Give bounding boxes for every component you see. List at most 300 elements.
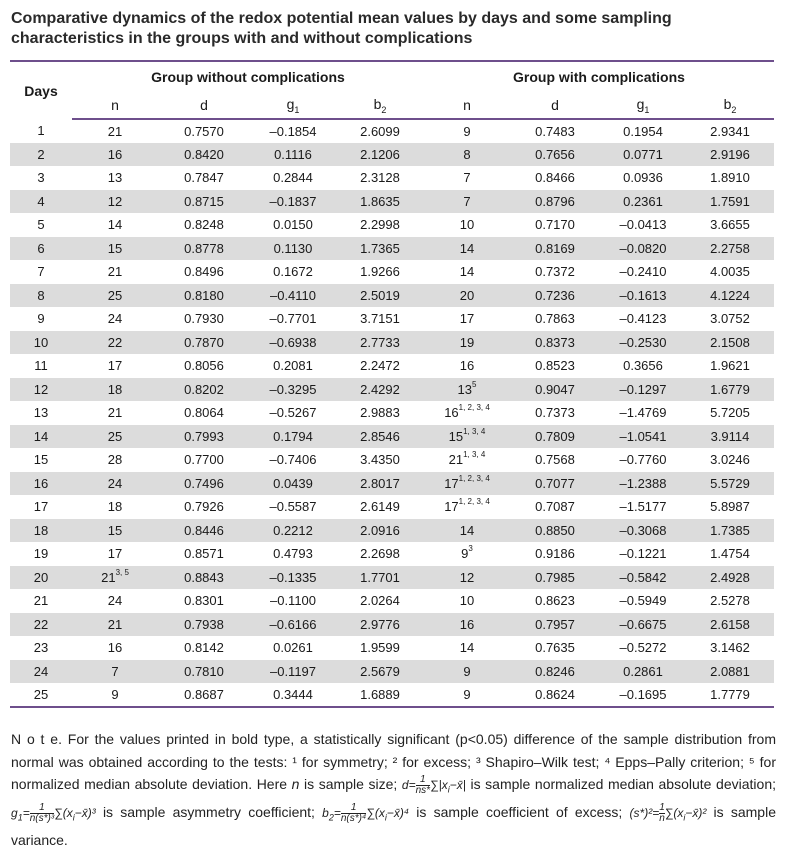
cell-value: 0.8373: [535, 334, 575, 350]
cell-value: 7: [111, 663, 119, 679]
cell-value: 0.7570: [184, 123, 224, 139]
cell-b2: [686, 542, 774, 566]
formula-g: $g_1=$ $\frac{1}{\text{n(s*)³}}$ $\sum(x_i-x̄)^3$: [11, 802, 96, 825]
cell-day: [10, 425, 72, 449]
cell-value: 0.0771: [623, 146, 663, 162]
cell-n2: [424, 237, 510, 261]
cell-value: 19: [33, 546, 49, 562]
cell-b1: [336, 613, 424, 637]
cell-b1: [336, 284, 424, 308]
cell-value: 0.7483: [535, 123, 575, 139]
table-row: [10, 660, 774, 684]
cell-b1: [336, 354, 424, 378]
cell-g1: [250, 613, 336, 637]
cell-value: 2.9776: [360, 616, 400, 632]
cell-n2: [424, 378, 510, 402]
cell-value: 0.7656: [535, 146, 575, 162]
cell-value: 20: [33, 569, 49, 585]
cell-value: –0.5842: [619, 569, 667, 585]
cell-b2: [686, 307, 774, 331]
cell-value: 3.0752: [710, 311, 750, 327]
cell-b2: [686, 119, 774, 143]
cell-value: 2.4292: [360, 381, 400, 397]
cell-value: 7: [463, 193, 471, 209]
cell-n1: [72, 190, 158, 214]
cell-n1: [72, 307, 158, 331]
col-d1: d: [158, 92, 250, 119]
cell-value: 3: [37, 170, 45, 186]
cell-b2: [686, 213, 774, 237]
cell-value: 25: [33, 686, 49, 702]
table-row: [10, 284, 774, 308]
cell-value: 11: [34, 358, 48, 374]
cell-value: 25: [107, 287, 123, 303]
cell-g1: [250, 190, 336, 214]
cell-value: 0.7938: [184, 616, 224, 632]
cell-d1: [158, 284, 250, 308]
cell-n1: [72, 683, 158, 707]
cell-value: 0.1794: [273, 428, 313, 444]
cell-value: –0.2530: [619, 334, 667, 350]
cell-value: 12: [33, 381, 49, 397]
cell-b2: [686, 331, 774, 355]
cell-value: –0.3295: [269, 381, 317, 397]
cell-value: 0.7809: [535, 428, 575, 444]
cell-value: –0.3068: [619, 522, 667, 538]
header-row-groups: [10, 61, 774, 92]
cell-d2: [510, 589, 600, 613]
col-g1-label: g: [286, 95, 295, 112]
cell-value: –0.6675: [619, 616, 667, 632]
cell-g1: [250, 519, 336, 543]
cell-n1: [72, 636, 158, 660]
cell-value: 0.8248: [184, 217, 224, 233]
cell-day: [10, 378, 72, 402]
table-row: [10, 260, 774, 284]
cell-b1: [336, 683, 424, 707]
cell-n2: [424, 119, 510, 143]
cell-value: 0.7930: [184, 311, 224, 327]
cell-value: 0.0439: [273, 475, 313, 491]
cell-value: 2.8017: [360, 475, 400, 491]
cell-value: 2.4928: [710, 569, 750, 585]
cell-g1: [250, 589, 336, 613]
cell-b2: [686, 566, 774, 590]
cell-value: –0.7701: [269, 311, 317, 327]
table-body: [10, 119, 774, 707]
cell-b1: [336, 143, 424, 167]
cell-value: 16: [444, 405, 459, 421]
cell-value: 2.0916: [360, 522, 400, 538]
cell-value: 25: [107, 428, 123, 444]
cell-g2: [600, 495, 686, 519]
cell-n1: [72, 401, 158, 425]
cell-value: 0.0261: [273, 640, 313, 656]
cell-value: 0.2844: [273, 170, 313, 186]
cell-day: [10, 307, 72, 331]
cell-b1: [336, 660, 424, 684]
cell-g2: [600, 354, 686, 378]
cell-g1: [250, 636, 336, 660]
cell-value: 28: [107, 452, 123, 468]
cell-value: 0.7847: [184, 170, 224, 186]
cell-day: [10, 566, 72, 590]
cell-b1: [336, 495, 424, 519]
cell-g1: [250, 683, 336, 707]
cell-d1: [158, 331, 250, 355]
cell-n2: [424, 425, 510, 449]
cell-value: 0.3656: [623, 358, 663, 374]
col-g2: $g_1$: [600, 92, 686, 119]
cell-d2: [510, 448, 600, 472]
cell-value: 0.7568: [535, 452, 575, 468]
cell-b2: [686, 260, 774, 284]
cell-value: 2.0264: [360, 593, 400, 609]
cell-b2: [686, 378, 774, 402]
cell-n2: [424, 495, 510, 519]
cell-n2: [424, 472, 510, 496]
cell-value: 0.4793: [273, 546, 313, 562]
cell-g1: [250, 354, 336, 378]
cell-b2: [686, 613, 774, 637]
cell-value: 2.9196: [710, 146, 750, 162]
cell-value: –0.0820: [619, 240, 667, 256]
cell-value: 22: [107, 334, 123, 350]
cell-value: 0.3444: [273, 686, 313, 702]
cell-g1: [250, 425, 336, 449]
cell-g1: [250, 143, 336, 167]
cell-value: 0.7077: [535, 475, 575, 491]
cell-value: 16: [107, 146, 123, 162]
cell-g2: [600, 519, 686, 543]
cell-b1: [336, 472, 424, 496]
cell-value: 2.1508: [710, 334, 750, 350]
cell-value: 1: [37, 123, 45, 139]
cell-d1: [158, 683, 250, 707]
cell-value: 0.8624: [535, 686, 575, 702]
cell-g2: [600, 260, 686, 284]
cell-d1: [158, 354, 250, 378]
cell-n2: [424, 284, 510, 308]
cell-d2: [510, 683, 600, 707]
cell-value: 0.7635: [535, 640, 575, 656]
cell-n2: [424, 213, 510, 237]
cell-n1: [72, 378, 158, 402]
cell-value: 13: [33, 405, 49, 421]
cell-value: 14: [107, 217, 123, 233]
formula-d: d= $\frac{1}{ns*}$ $\sum|x_i-x̄|$: [401, 774, 466, 797]
cell-b2: [686, 519, 774, 543]
cell-value: 5.8987: [710, 499, 750, 515]
table-row: [10, 448, 774, 472]
cell-n2: [424, 448, 510, 472]
cell-value: 0.7170: [535, 217, 575, 233]
cell-d2: [510, 143, 600, 167]
cell-value: 0.8246: [535, 663, 575, 679]
table-row: [10, 636, 774, 660]
table-row: [10, 683, 774, 707]
note-n: n: [291, 776, 300, 792]
cell-day: [10, 213, 72, 237]
cell-b1: [336, 425, 424, 449]
cell-n1: [72, 448, 158, 472]
cell-d1: [158, 472, 250, 496]
cell-b2: [686, 190, 774, 214]
cell-day: [10, 448, 72, 472]
cell-d2: [510, 495, 600, 519]
formula-s: (s*)²= $\frac{1}{n}$ $\sum(x_i-x̄)^2$: [629, 802, 707, 825]
cell-d1: [158, 190, 250, 214]
cell-g1: [250, 166, 336, 190]
cell-value: 12: [107, 193, 123, 209]
cell-value: 0.7810: [184, 663, 224, 679]
cell-value: –0.5587: [269, 499, 317, 515]
cell-value: 22: [33, 616, 49, 632]
cell-b1: [336, 307, 424, 331]
cell-value: 21: [33, 593, 49, 609]
cell-d1: [158, 448, 250, 472]
cell-n2: [424, 660, 510, 684]
cell-value: 0.8496: [184, 264, 224, 280]
cell-b1: [336, 589, 424, 613]
cell-value: 17: [444, 499, 459, 515]
cell-n1: [72, 143, 158, 167]
cell-value: 0.8056: [184, 358, 224, 374]
cell-value: 2.5019: [360, 287, 400, 303]
cell-value: 0.8180: [184, 287, 224, 303]
cell-g1: [250, 495, 336, 519]
cell-b1: [336, 331, 424, 355]
col-g2-label: g: [636, 95, 645, 112]
cell-value: 5.5729: [710, 475, 750, 491]
cell-g2: [600, 542, 686, 566]
cell-d1: [158, 613, 250, 637]
cell-b2: [686, 237, 774, 261]
cell-value: 18: [107, 381, 123, 397]
cell-value: 14: [459, 522, 475, 538]
cell-value: 5.7205: [710, 405, 750, 421]
cell-value: 0.8843: [184, 569, 224, 585]
cell-b2: [686, 660, 774, 684]
cell-superscript: 1, 2, 3, 4: [458, 403, 490, 413]
cell-n2: [424, 542, 510, 566]
cell-value: 2.3128: [360, 170, 400, 186]
cell-g2: [600, 425, 686, 449]
cell-value: –0.1335: [269, 569, 317, 585]
cell-b2: [686, 448, 774, 472]
cell-value: –0.1837: [269, 193, 317, 209]
cell-g2: [600, 307, 686, 331]
cell-value: 24: [107, 593, 123, 609]
cell-d1: [158, 213, 250, 237]
note-b-desc: is sample coefficient of excess;: [409, 803, 630, 820]
cell-n1: [72, 237, 158, 261]
col-b2-label: b: [723, 95, 732, 112]
cell-value: 0.7985: [535, 569, 575, 585]
cell-g1: [250, 284, 336, 308]
group-with-label: Group with complications: [513, 69, 685, 85]
cell-value: 0.7700: [184, 452, 224, 468]
cell-value: 16: [107, 640, 123, 656]
cell-superscript: 1, 2, 3, 4: [458, 473, 490, 483]
cell-n1: [72, 495, 158, 519]
cell-value: 10: [33, 334, 49, 350]
cell-value: 10: [459, 217, 475, 233]
cell-day: [10, 284, 72, 308]
col-g1: $g_1$: [250, 92, 336, 119]
cell-day: [10, 660, 72, 684]
cell-value: –0.0413: [619, 217, 667, 233]
cell-d2: [510, 401, 600, 425]
cell-g1: [250, 119, 336, 143]
cell-value: 0.0936: [623, 170, 663, 186]
cell-value: 24: [107, 475, 123, 491]
cell-day: [10, 119, 72, 143]
cell-value: 1.8910: [710, 170, 750, 186]
table-row: [10, 378, 774, 402]
cell-value: 16: [459, 358, 475, 374]
cell-value: –1.5177: [619, 499, 667, 515]
cell-value: 9: [461, 546, 469, 562]
cell-d2: [510, 519, 600, 543]
cell-n1: [72, 472, 158, 496]
col-d2: d: [510, 92, 600, 119]
cell-value: 0.7087: [535, 499, 575, 515]
cell-value: 9: [463, 686, 471, 702]
cell-value: 9: [111, 686, 119, 702]
cell-value: 2.7733: [360, 334, 400, 350]
cell-value: 0.8523: [535, 358, 575, 374]
note-g-desc: is sample asymmetry coefficient;: [95, 803, 323, 820]
cell-n1: [72, 613, 158, 637]
cell-value: 9: [37, 311, 45, 327]
cell-d1: [158, 307, 250, 331]
cell-value: 0.1116: [274, 146, 312, 162]
cell-b2: [686, 589, 774, 613]
cell-b2: [686, 166, 774, 190]
cell-g1: [250, 331, 336, 355]
cell-value: 2.9341: [710, 123, 750, 139]
cell-n2: [424, 636, 510, 660]
cell-value: 14: [459, 640, 475, 656]
cell-value: –0.1695: [619, 686, 667, 702]
cell-d2: [510, 472, 600, 496]
cell-g2: [600, 143, 686, 167]
cell-d2: [510, 660, 600, 684]
cell-g2: [600, 213, 686, 237]
cell-d2: [510, 613, 600, 637]
col-n2: n: [424, 92, 510, 119]
cell-n1: [72, 589, 158, 613]
cell-value: –0.1297: [619, 381, 667, 397]
cell-value: 0.7993: [184, 428, 224, 444]
table-row: [10, 119, 774, 143]
cell-d1: [158, 166, 250, 190]
cell-value: 0.7372: [535, 264, 575, 280]
cell-d1: [158, 660, 250, 684]
cell-value: 3.6655: [710, 217, 750, 233]
cell-value: 0.2081: [273, 358, 313, 374]
cell-value: 21: [107, 616, 123, 632]
cell-value: 8: [463, 146, 471, 162]
cell-value: 14: [459, 264, 475, 280]
cell-g1: [250, 260, 336, 284]
cell-n2: [424, 589, 510, 613]
cell-value: 1.9266: [360, 264, 400, 280]
cell-d1: [158, 119, 250, 143]
col-b2: $b_2$: [686, 92, 774, 119]
cell-value: 0.7926: [184, 499, 224, 515]
cell-value: 0.9047: [535, 381, 575, 397]
cell-value: 14: [459, 240, 475, 256]
cell-d2: [510, 542, 600, 566]
cell-g2: [600, 448, 686, 472]
cell-value: 15: [448, 428, 464, 444]
cell-d2: [510, 636, 600, 660]
cell-g2: [600, 636, 686, 660]
cell-n2: [424, 260, 510, 284]
cell-value: 1.7385: [710, 522, 750, 538]
cell-n2: [424, 307, 510, 331]
cell-n2: [424, 566, 510, 590]
cell-value: 0.7373: [535, 405, 575, 421]
cell-d1: [158, 378, 250, 402]
cell-day: [10, 237, 72, 261]
table-note: [11, 728, 776, 851]
table-row: [10, 213, 774, 237]
cell-d2: [510, 354, 600, 378]
cell-g2: [600, 589, 686, 613]
cell-value: 0.7957: [535, 616, 575, 632]
cell-value: 2.5679: [360, 663, 400, 679]
cell-g1: [250, 378, 336, 402]
cell-b1: [336, 260, 424, 284]
cell-value: 3.4350: [360, 452, 400, 468]
cell-value: 0.8301: [184, 593, 224, 609]
cell-g1: [250, 566, 336, 590]
cell-d2: [510, 284, 600, 308]
cell-day: [10, 190, 72, 214]
cell-b2: [686, 401, 774, 425]
table-row: [10, 143, 774, 167]
cell-n2: [424, 401, 510, 425]
cell-value: 21: [101, 569, 116, 585]
cell-g2: [600, 660, 686, 684]
cell-n2: [424, 683, 510, 707]
cell-value: 0.0150: [273, 217, 313, 233]
table-row: [10, 472, 774, 496]
cell-value: 2.5278: [710, 593, 750, 609]
cell-value: 15: [33, 452, 49, 468]
cell-d1: [158, 143, 250, 167]
cell-value: 13: [107, 170, 123, 186]
cell-n1: [72, 213, 158, 237]
cell-d2: [510, 425, 600, 449]
cell-g2: [600, 190, 686, 214]
cell-value: 0.8446: [184, 522, 224, 538]
cell-value: 2.9883: [360, 405, 400, 421]
cell-value: 2.8546: [360, 428, 400, 444]
cell-value: 18: [107, 499, 123, 515]
cell-superscript: 3, 5: [115, 567, 129, 577]
table-row: [10, 519, 774, 543]
cell-day: [10, 354, 72, 378]
cell-g1: [250, 472, 336, 496]
cell-value: 4: [37, 193, 45, 209]
cell-d2: [510, 237, 600, 261]
table-row: [10, 354, 774, 378]
cell-n2: [424, 354, 510, 378]
